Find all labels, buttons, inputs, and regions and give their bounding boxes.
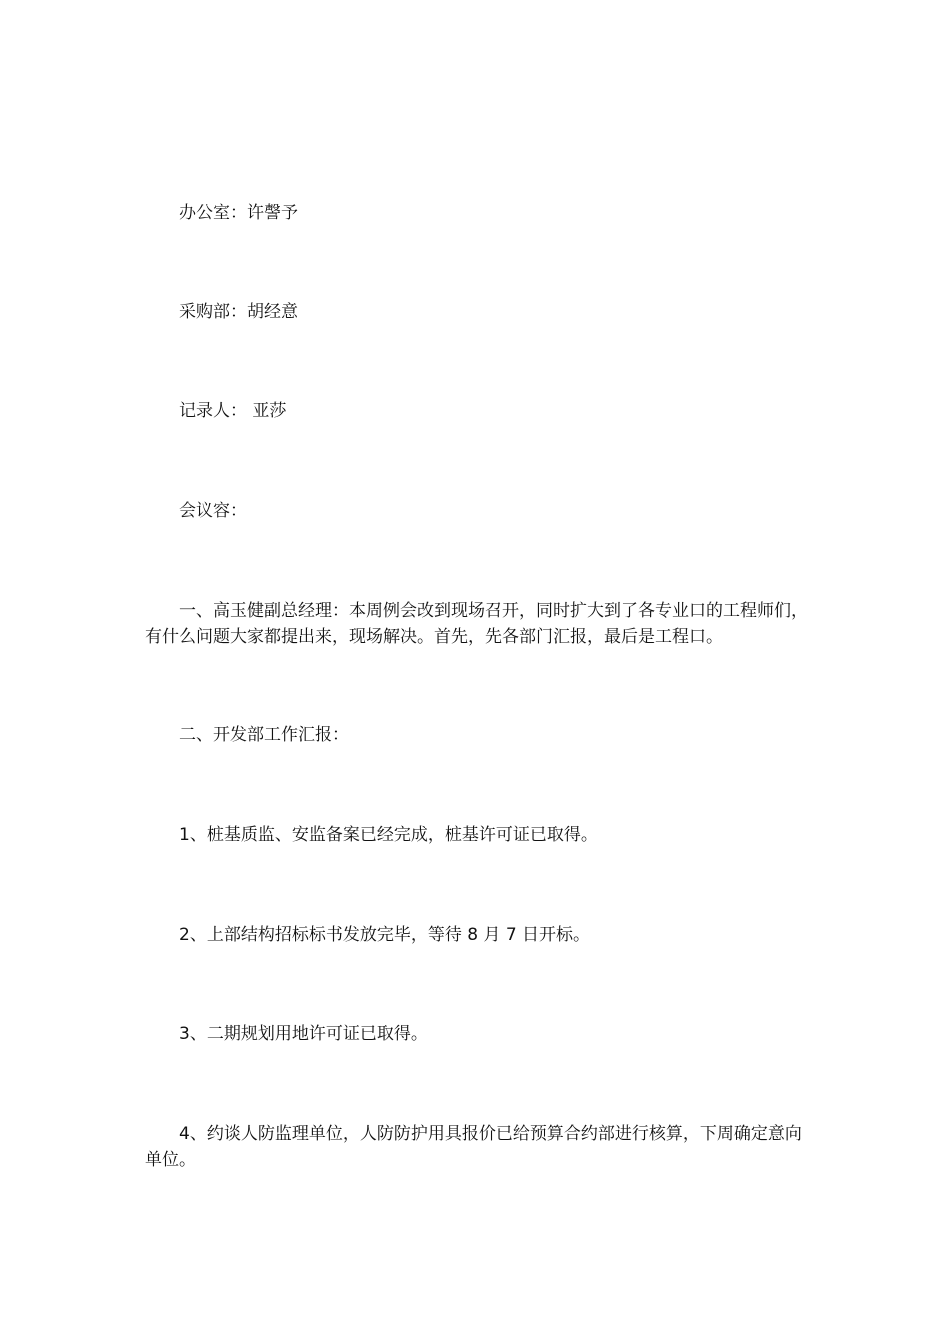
purchasing-attendee-line: 采购部：胡经意 xyxy=(179,302,298,322)
meeting-content-label: 会议容： xyxy=(179,501,247,521)
report-item-1: 1、桩基质监、安监备案已经完成，桩基许可证已取得。 xyxy=(179,825,598,845)
report-item-4: 4、约谈人防监理单位，人防防护用具报价已给预算合约部进行核算，下周确定意向单位。 xyxy=(145,1124,802,1170)
office-attendee-line: 办公室：许謦予 xyxy=(179,203,298,223)
recorder-line: 记录人： 亚莎 xyxy=(179,401,287,421)
item-one-paragraph: 一、高玉健副总经理：本周例会改到现场召开，同时扩大到了各专业口的工程师们，有什么问题大家都提出来，现场解决。首先，先各部门汇报，最后是工程口。 xyxy=(145,601,808,647)
report-item-2: 2、上部结构招标标书发放完毕，等待 8 月 7 日开标。 xyxy=(179,925,591,945)
report-item-3: 3、二期规划用地许可证已取得。 xyxy=(179,1024,428,1044)
development-report-heading: 二、开发部工作汇报： xyxy=(179,725,349,745)
